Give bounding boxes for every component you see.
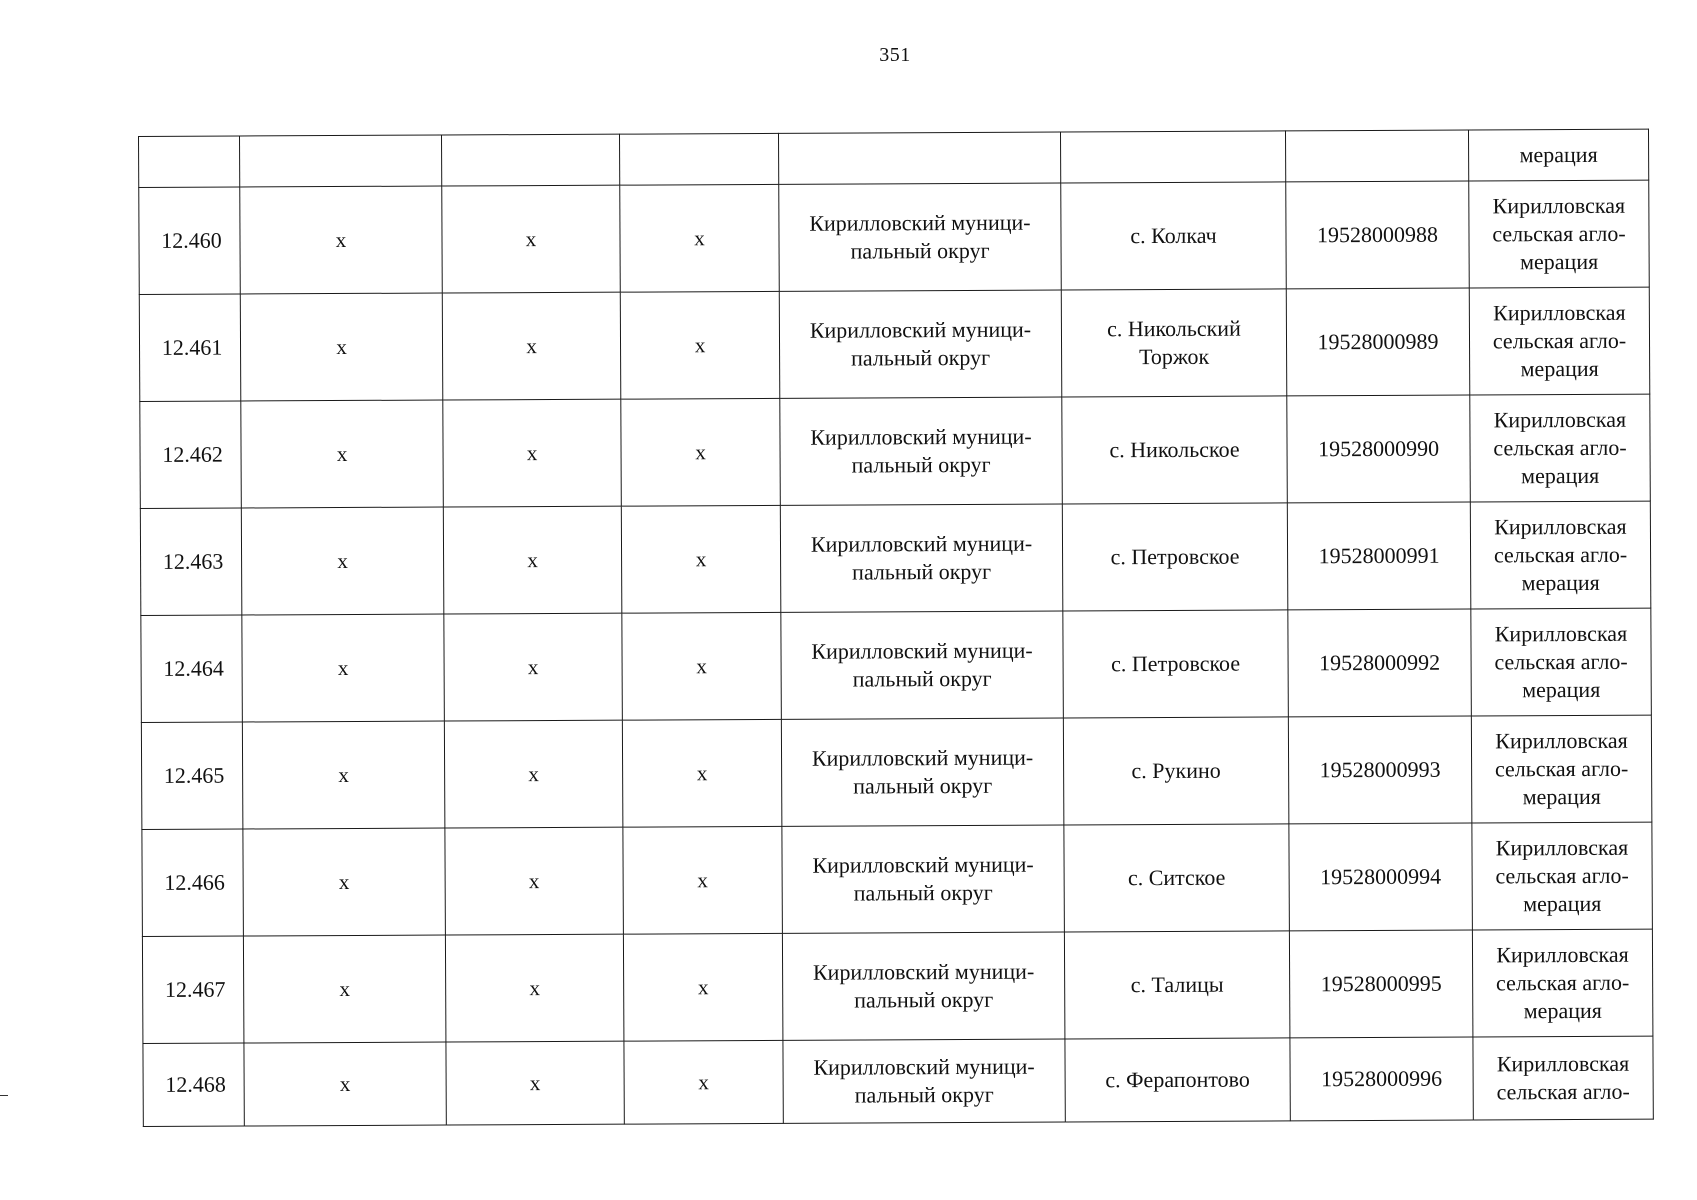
row-number-cell: 12.466	[142, 829, 244, 936]
oktmo-code-cell: 19528000993	[1288, 716, 1472, 824]
x-cell: x	[241, 400, 444, 508]
district-cell-line: Кирилловский муници-	[812, 958, 1035, 985]
agglomeration-cell	[1471, 608, 1652, 716]
table-row	[141, 608, 1652, 722]
x-cell: x	[620, 184, 780, 292]
district-cell-line: пальный округ	[854, 1081, 994, 1108]
settlement-cell-line: с. Талицы	[1130, 971, 1224, 998]
x-cell: x	[242, 614, 445, 722]
agglomeration-cell	[1470, 394, 1651, 502]
settlement-cell	[1064, 931, 1290, 1039]
x-cell: x	[444, 720, 623, 828]
district-cell-line: Кирилловский муници-	[813, 1053, 1035, 1080]
district-cell-line: Кирилловский муници-	[810, 423, 1032, 450]
x-cell: x	[623, 933, 783, 1041]
agglomeration-cell-line: Кирилловская	[1496, 941, 1629, 968]
empty-cell	[619, 133, 778, 185]
x-cell: x	[244, 1042, 446, 1126]
settlement-cell-line: с. Никольский	[1107, 315, 1241, 342]
agglomeration-cell-line: мерация	[1520, 248, 1599, 275]
district-cell	[782, 932, 1065, 1040]
continuation-row	[139, 129, 1649, 187]
settlement-cell	[1062, 396, 1288, 504]
x-cell: x	[243, 828, 446, 936]
district-cell-line: пальный округ	[851, 451, 991, 478]
table-row	[142, 822, 1653, 936]
agglomeration-cell-line: сельская агло-	[1494, 648, 1628, 675]
agglomeration-cell-line: сельская агло-	[1494, 755, 1629, 782]
x-cell: x	[443, 399, 622, 507]
district-cell-line: Кирилловский муници-	[810, 530, 1033, 557]
settlement-cell-line: с. Никольское	[1109, 436, 1240, 463]
x-cell: x	[243, 935, 446, 1043]
agglomeration-cell	[1472, 822, 1653, 930]
settlement-cell-line: с. Ферапонтово	[1105, 1066, 1250, 1093]
settlement-cell-line: с. Рукино	[1131, 757, 1221, 784]
agglomeration-cell	[1469, 180, 1650, 288]
table-body	[139, 129, 1654, 1126]
oktmo-code-cell: 19528000991	[1287, 502, 1471, 610]
row-number-cell: 12.461	[139, 294, 241, 401]
settlement-cell-line: с. Колкач	[1130, 222, 1217, 249]
x-cell: x	[621, 398, 781, 506]
agglomeration-cell-line: сельская агло-	[1496, 1078, 1630, 1105]
settlement-cell	[1064, 824, 1290, 932]
agglomeration-cell-line: мерация	[1521, 462, 1600, 489]
table-row	[143, 1036, 1653, 1126]
agglomeration-cell-line: Кирилловская	[1494, 513, 1627, 540]
district-cell-line: пальный округ	[851, 344, 991, 371]
settlement-cell	[1063, 717, 1289, 825]
x-cell: x	[445, 827, 624, 935]
x-cell: x	[622, 719, 782, 827]
district-cell-line: пальный округ	[854, 986, 994, 1013]
agglomeration-cell-line: Кирилловская	[1495, 834, 1629, 861]
x-cell: x	[241, 507, 444, 615]
empty-cell	[1060, 131, 1285, 183]
district-cell	[781, 611, 1064, 719]
agglomeration-cell-line: мерация	[1521, 569, 1600, 596]
district-cell	[780, 397, 1063, 505]
settlement-cell	[1065, 1038, 1290, 1122]
agglomeration-cell-line: Кирилловская	[1493, 406, 1627, 433]
settlement-cell	[1063, 610, 1289, 718]
table-row	[142, 929, 1653, 1043]
agglomeration-cell-line: мерация	[1523, 890, 1602, 917]
x-cell: x	[240, 293, 443, 401]
oktmo-code-cell: 19528000996	[1290, 1037, 1473, 1121]
agglomeration-cell-line: сельская агло-	[1495, 862, 1629, 889]
district-cell-line: пальный округ	[853, 772, 993, 799]
empty-cell	[778, 132, 1060, 184]
table-row	[141, 715, 1652, 829]
page-number: 351	[879, 44, 911, 66]
row-number-cell: 12.467	[142, 936, 244, 1043]
settlement-cell	[1061, 289, 1287, 397]
table-row	[139, 287, 1650, 401]
district-cell	[782, 825, 1065, 933]
table-row	[139, 180, 1650, 294]
row-number-cell: 12.465	[141, 722, 243, 829]
agglomeration-cell	[1469, 287, 1650, 395]
empty-cell	[441, 134, 619, 186]
empty-cell	[1285, 130, 1468, 182]
oktmo-code-cell: 19528000994	[1289, 823, 1473, 931]
settlement-cell-line: с. Петровское	[1110, 543, 1240, 570]
x-cell: x	[443, 506, 622, 614]
agglomeration-cell-line: Кирилловская	[1493, 299, 1626, 326]
oktmo-code-cell: 19528000989	[1286, 288, 1470, 396]
district-cell	[781, 718, 1064, 826]
row-number-cell: 12.460	[139, 187, 241, 294]
district-cell-line: пальный округ	[850, 237, 990, 264]
agglomeration-cell: мерация	[1468, 129, 1648, 181]
district-cell-line: Кирилловский муници-	[812, 851, 1034, 878]
district-cell	[779, 290, 1062, 398]
agglomeration-cell-line: сельская агло-	[1492, 327, 1627, 354]
x-cell: x	[446, 1041, 624, 1125]
settlement-cell-line: Торжок	[1138, 343, 1210, 370]
x-cell: x	[242, 721, 445, 829]
x-cell: x	[621, 505, 781, 613]
table-container	[138, 129, 1653, 1127]
oktmo-code-cell: 19528000995	[1289, 930, 1473, 1038]
empty-cell	[240, 135, 442, 187]
agglomeration-cell	[1473, 1036, 1653, 1120]
district-cell-line: Кирилловский муници-	[809, 316, 1032, 343]
table-row	[140, 394, 1651, 508]
agglomeration-cell-line: Кирилловская	[1496, 1050, 1630, 1077]
agglomeration-cell-line: мерация	[1520, 355, 1599, 382]
x-cell: x	[240, 186, 443, 294]
agglomeration-cell	[1472, 929, 1653, 1037]
settlements-table	[138, 129, 1654, 1127]
table-row	[140, 501, 1651, 615]
settlement-cell-line: с. Петровское	[1111, 650, 1241, 677]
empty-cell	[139, 136, 240, 187]
district-cell	[783, 1039, 1065, 1123]
agglomeration-cell-line: Кирилловская	[1495, 727, 1628, 754]
x-cell: x	[445, 934, 624, 1042]
settlement-cell-line: с. Ситское	[1127, 864, 1226, 891]
district-cell-line: пальный округ	[852, 558, 992, 585]
margin-mark	[0, 1095, 8, 1096]
oktmo-code-cell: 19528000992	[1288, 609, 1472, 717]
row-number-cell: 12.468	[143, 1043, 244, 1126]
district-cell	[779, 183, 1062, 291]
x-cell: x	[442, 292, 621, 400]
agglomeration-cell-line: сельская агло-	[1495, 969, 1630, 996]
x-cell: x	[623, 826, 783, 934]
settlement-cell	[1061, 182, 1287, 290]
x-cell: x	[442, 185, 621, 293]
settlement-cell	[1062, 503, 1288, 611]
agglomeration-cell-line: сельская агло-	[1492, 220, 1626, 247]
district-cell-line: пальный округ	[853, 879, 993, 906]
agglomeration-cell-line: Кирилловская	[1492, 192, 1626, 219]
x-cell: x	[624, 1040, 783, 1124]
x-cell: x	[444, 613, 623, 721]
agglomeration-cell-line: Кирилловская	[1494, 620, 1628, 647]
x-cell: x	[620, 291, 780, 399]
x-cell: x	[622, 612, 782, 720]
district-cell-line: пальный округ	[852, 665, 992, 692]
oktmo-code-cell: 19528000990	[1287, 395, 1471, 503]
row-number-cell: 12.464	[141, 615, 243, 722]
agglomeration-cell-line: мерация	[1522, 783, 1601, 810]
district-cell-line: Кирилловский муници-	[811, 744, 1034, 771]
agglomeration-cell-line: мерация	[1523, 997, 1602, 1024]
row-number-cell: 12.463	[140, 508, 242, 615]
agglomeration-cell-line: сельская агло-	[1493, 434, 1627, 461]
oktmo-code-cell: 19528000988	[1286, 181, 1470, 289]
district-cell	[780, 504, 1063, 612]
agglomeration-cell	[1471, 715, 1652, 823]
district-cell-line: Кирилловский муници-	[811, 637, 1033, 664]
agglomeration-cell-line: мерация	[1522, 676, 1601, 703]
agglomeration-cell-line: сельская агло-	[1493, 541, 1628, 568]
district-cell-line: Кирилловский муници-	[809, 209, 1031, 236]
row-number-cell: 12.462	[140, 401, 242, 508]
agglomeration-cell	[1470, 501, 1651, 609]
